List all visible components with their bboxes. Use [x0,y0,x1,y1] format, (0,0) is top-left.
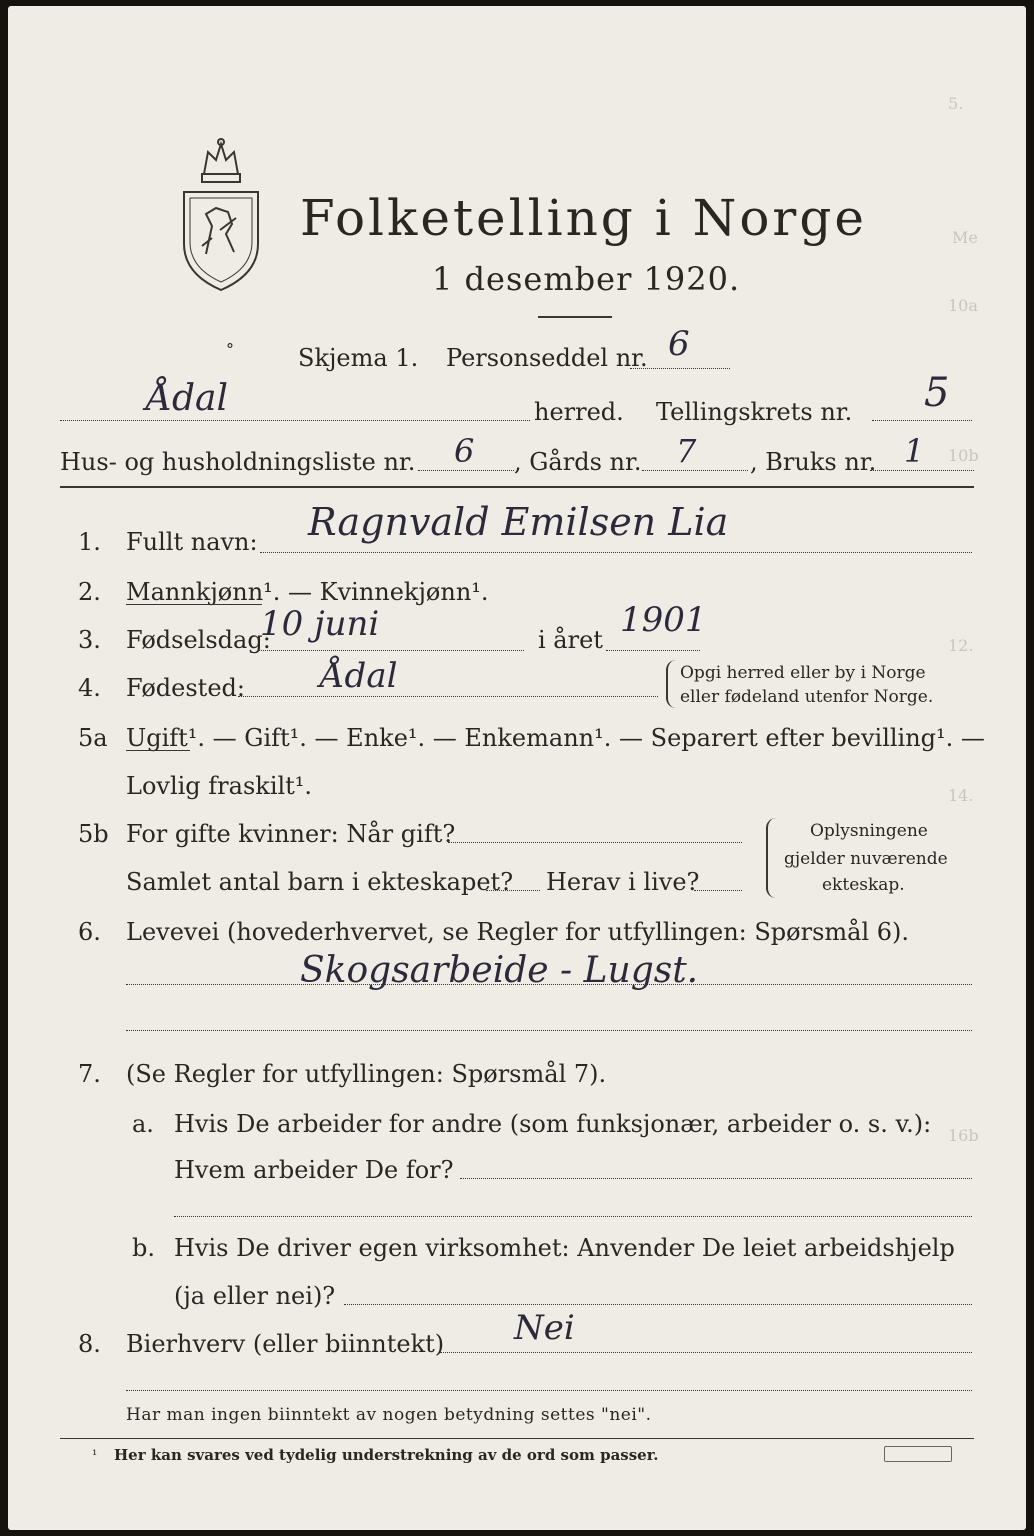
q7a-line-extra [174,1216,972,1217]
q4-number: 4. [78,674,101,702]
q2-label: Mannkjønn¹. — Kvinnekjønn¹. [126,578,489,606]
q6-line-2 [126,1030,972,1031]
q1-label: Fullt navn: [126,528,258,556]
skjema-label: Skjema 1. [298,344,419,372]
q5b-label-1: For gifte kvinner: Når gift? [126,820,456,848]
birth-year-value: 1901 [620,600,707,640]
hus-line [418,470,514,471]
gards-value: 7 [676,432,697,470]
q1-line [260,552,972,553]
q5b-label-3: Herav i live? [546,868,700,896]
side-income-value: Nei [514,1308,575,1348]
ugift-underline [126,750,190,751]
q7a-line [460,1178,972,1179]
hus-value: 6 [454,432,475,470]
q7b-line-1: Hvis De driver egen virksomhet: Anvender De leiet arbeidshjelp [174,1234,955,1262]
q3-line [258,650,524,651]
q5a-line-2: Lovlig fraskilt¹. [126,772,313,800]
personseddel-label: Personseddel nr. [446,344,648,372]
herred-label: herred. [534,398,624,426]
q5b-line-2 [486,890,540,891]
q5b-number: 5b [78,820,109,848]
census-date: 1 desember 1920. [432,260,741,298]
q4-note-2: eller fødeland utenfor Norge. [680,687,934,707]
q7-number: 7. [78,1060,101,1088]
q7a-letter: a. [132,1110,154,1138]
herred-line [60,420,530,421]
bleed-through-text: 10b [948,446,979,465]
header-divider [60,486,974,488]
q5b-note-3: ekteskap. [822,875,905,895]
title-divider [538,316,612,318]
q5a-number: 5a [78,724,108,752]
q5b-line-3 [694,890,742,891]
q7b-line-2: (ja eller nei)? [174,1282,336,1310]
bruks-value: 1 [904,432,925,470]
birthplace-value: Ådal [320,656,398,696]
q5b-line-1 [448,842,742,843]
herred-value: Ådal [146,378,229,419]
q6-line-1 [126,984,972,985]
q6-label: Levevei (hovederhvervet, se Regler for utfyllingen: Spørsmål 6). [126,918,910,946]
year-line [606,650,700,651]
q3-number: 3. [78,626,101,654]
personseddel-value: 6 [668,324,690,364]
bleed-through-text: 14. [948,786,974,805]
bleed-through-text: 12. [948,636,974,655]
bleed-through-text: 16b [948,1126,979,1145]
mannkjonn-underline [126,604,262,605]
q7b-letter: b. [132,1234,155,1262]
small-circle-mark: ° [226,340,234,359]
q5b-note-2: gjelder nuværende [784,849,948,869]
tellingskrets-value: 5 [924,370,950,416]
q8-label: Bierhverv (eller biinntekt) [126,1330,445,1358]
q1-number: 1. [78,528,101,556]
full-name-value: Ragnvald Emilsen Lia [308,500,729,544]
footnote-text: Her kan svares ved tydelig understrekning av de ord som passer. [114,1446,659,1464]
bruks-label: , Bruks nr. [750,448,877,476]
page-title: Folketelling i Norge [300,189,867,247]
q7b-line [344,1304,972,1305]
bleed-through-text: Me [952,228,978,247]
census-form [8,6,1026,1530]
tellingskrets-line [872,420,972,421]
q5b-brace [766,818,776,898]
q4-line [238,696,658,697]
q5b-label-2: Samlet antal barn i ekteskapet? [126,868,514,896]
q7a-line-2: Hvem arbeider De for? [174,1156,454,1184]
q8-number: 8. [78,1330,101,1358]
q8-line-extra [126,1390,972,1391]
year-label: i året [538,626,603,654]
nei-note: Har man ingen biinntekt av nogen betydning settes "nei". [126,1405,652,1425]
q5a-line-1: Ugift¹. — Gift¹. — Enke¹. — Enkemann¹. — Separert efter bevilling¹. — [126,724,985,752]
personseddel-line [630,368,730,369]
q7-label: (Se Regler for utfyllingen: Spørsmål 7). [126,1060,607,1088]
occupation-value: Skogsarbeide - Lugst. [300,950,699,991]
gards-label: , Gårds nr. [514,448,642,476]
q5b-note-1: Oplysningene [810,821,928,841]
q2-number: 2. [78,578,101,606]
q6-number: 6. [78,918,101,946]
printer-stamp-icon [884,1446,952,1462]
bruks-line [870,470,974,471]
coat-of-arms-icon [176,134,266,294]
q4-label: Fødested: [126,674,245,702]
hus-label: Hus- og husholdningsliste nr. [60,448,416,476]
footnote-mark: ¹ [92,1448,98,1463]
bleed-through-text: 10a [948,296,978,315]
q7a-line-1: Hvis De arbeider for andre (som funksjonær, arbeider o. s. v.): [174,1110,932,1138]
footnote-divider [60,1438,974,1439]
q8-line [440,1352,972,1353]
bleed-through-text: 5. [948,94,964,113]
q4-brace [666,660,676,708]
q3-label: Fødselsdag: [126,626,271,654]
tellingskrets-label: Tellingskrets nr. [656,398,853,426]
q4-note-1: Opgi herred eller by i Norge [680,663,926,683]
birthday-value: 10 juni [260,604,380,644]
gards-line [642,470,748,471]
